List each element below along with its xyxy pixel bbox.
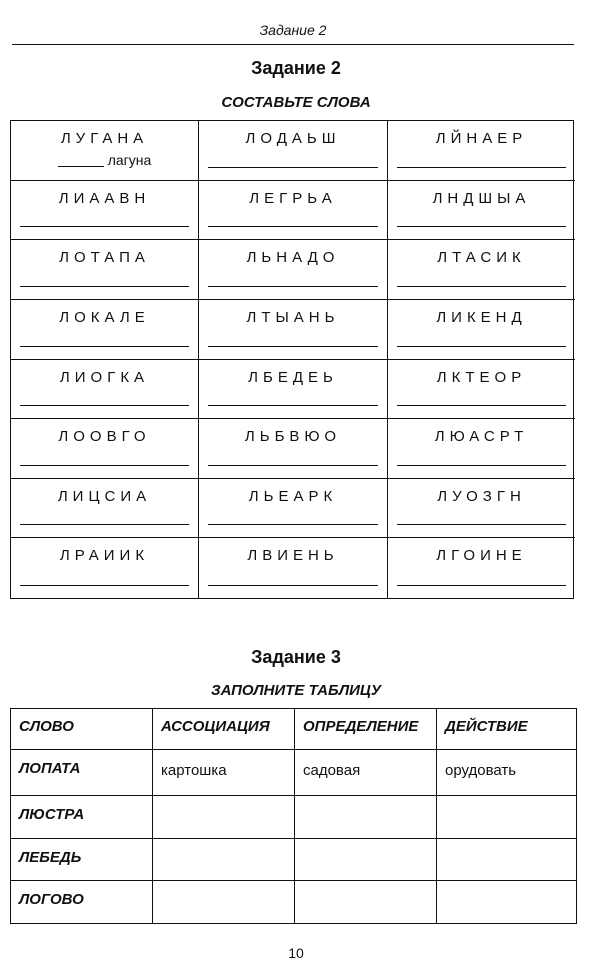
scrambled-letters: ЛОТАПА <box>59 249 150 267</box>
answer-line[interactable] <box>208 585 378 586</box>
table-row <box>11 795 577 838</box>
word-cell <box>11 121 199 181</box>
answer-line[interactable] <box>397 226 566 227</box>
word-cell <box>199 181 388 241</box>
answer-line[interactable] <box>397 585 566 586</box>
word-puzzle-grid <box>10 120 574 599</box>
word-cell <box>199 121 388 181</box>
column-header: СЛОВО <box>11 709 153 750</box>
scrambled-letters: ЛКТЕОР <box>436 368 527 386</box>
answer-line[interactable] <box>397 346 566 347</box>
scrambled-letters: ЛИЦСИА <box>57 487 152 505</box>
answer-line[interactable] <box>397 524 566 525</box>
scrambled-letters: ЛЕГРЬА <box>249 189 337 207</box>
column-header: ДЕЙСТВИЕ <box>437 709 577 750</box>
answer-line[interactable] <box>208 167 378 168</box>
answer-line[interactable] <box>208 465 378 466</box>
scrambled-letters: ЛУГАНА <box>60 130 149 147</box>
scrambled-letters: ЛИОГКА <box>59 368 150 386</box>
word-cell <box>199 419 388 479</box>
answer-cell[interactable] <box>153 838 295 881</box>
word-cell <box>199 360 388 420</box>
answer-line[interactable] <box>397 405 566 406</box>
word-cell <box>11 538 199 598</box>
word-cell <box>388 300 575 360</box>
word-cell <box>199 538 388 598</box>
answer-blank[interactable] <box>58 166 104 167</box>
scrambled-letters: ЛБЕДЕЬ <box>248 368 338 386</box>
word-cell <box>199 479 388 539</box>
answer-line[interactable] <box>397 286 566 287</box>
row-word: ЛЕБЕДЬ <box>11 838 153 881</box>
column-header: ОПРЕДЕЛЕНИЕ <box>295 709 437 750</box>
answer-cell[interactable] <box>153 881 295 924</box>
word-cell <box>11 419 199 479</box>
answer-cell[interactable] <box>437 838 577 881</box>
table-header-row <box>11 709 577 750</box>
word-cell <box>11 300 199 360</box>
answer-cell[interactable]: орудовать <box>437 750 577 796</box>
example-answer <box>11 152 198 168</box>
scrambled-letters: ЛЬЕАРК <box>248 487 338 505</box>
scrambled-letters: ЛОДАЬШ <box>245 130 341 147</box>
answer-cell[interactable] <box>437 881 577 924</box>
answer-line[interactable] <box>20 226 189 227</box>
example-answer-text: лагуна <box>107 152 152 168</box>
answer-cell[interactable] <box>295 795 437 838</box>
answer-cell[interactable]: картошка <box>153 750 295 796</box>
page-number: 10 <box>288 945 304 961</box>
word-cell <box>388 360 575 420</box>
scrambled-letters: ЛЙНАЕР <box>435 130 528 147</box>
word-cell <box>388 181 575 241</box>
scrambled-letters: ЛГОИНЕ <box>436 547 527 565</box>
scrambled-letters: ЛВИЕНЬ <box>247 547 339 565</box>
word-cell <box>11 479 199 539</box>
word-cell <box>199 300 388 360</box>
scrambled-letters: ЛНДШЫА <box>432 189 531 207</box>
task2-instruction: СОСТАВЬТЕ СЛОВА <box>221 94 371 111</box>
word-cell <box>388 419 575 479</box>
word-cell <box>11 181 199 241</box>
answer-line[interactable] <box>208 286 378 287</box>
word-cell <box>388 121 575 181</box>
answer-line[interactable] <box>20 524 189 525</box>
scrambled-letters: ЛУОЗГН <box>437 487 526 505</box>
table-row <box>11 838 577 881</box>
word-cell <box>388 479 575 539</box>
scrambled-letters: ЛЮАСРТ <box>434 428 529 446</box>
answer-cell[interactable] <box>295 838 437 881</box>
answer-cell[interactable] <box>437 795 577 838</box>
running-header <box>12 20 574 45</box>
word-cell <box>388 240 575 300</box>
scrambled-letters: ЛЬБВЮО <box>244 428 342 446</box>
answer-line[interactable] <box>20 346 189 347</box>
task2-title: Задание 2 <box>251 58 341 78</box>
answer-line[interactable] <box>20 585 189 586</box>
answer-line[interactable] <box>208 524 378 525</box>
scrambled-letters: ЛЬНАДО <box>246 249 340 267</box>
answer-cell[interactable] <box>153 795 295 838</box>
scrambled-letters: ЛТАСИК <box>437 249 526 267</box>
table-row <box>11 881 577 924</box>
answer-cell[interactable] <box>295 881 437 924</box>
table-row <box>11 750 577 796</box>
column-header: АССОЦИАЦИЯ <box>153 709 295 750</box>
task3-title: Задание 3 <box>251 647 341 667</box>
word-cell <box>11 240 199 300</box>
answer-line[interactable] <box>208 405 378 406</box>
answer-line[interactable] <box>397 465 566 466</box>
running-header-text: Задание 2 <box>259 22 327 38</box>
task3-instruction: ЗАПОЛНИТЕ ТАБЛИЦУ <box>210 682 382 699</box>
answer-line[interactable] <box>20 405 189 406</box>
scrambled-letters: ЛТЫАНЬ <box>246 308 340 326</box>
scrambled-letters: ЛИКЕНД <box>436 308 527 326</box>
scrambled-letters: ЛИААВН <box>58 189 151 207</box>
word-cell <box>388 538 575 598</box>
scrambled-letters: ЛООВГО <box>58 428 151 446</box>
scrambled-letters: ЛОКАЛЕ <box>59 308 150 326</box>
answer-line[interactable] <box>208 226 378 227</box>
answer-line[interactable] <box>397 167 566 168</box>
answer-line[interactable] <box>208 346 378 347</box>
row-word: ЛОПАТА <box>11 750 153 796</box>
answer-line[interactable] <box>20 286 189 287</box>
word-cell <box>11 360 199 420</box>
row-word: ЛОГОВО <box>11 881 153 924</box>
fill-table <box>10 708 577 924</box>
scrambled-letters: ЛРАИИК <box>59 547 150 565</box>
answer-cell[interactable]: садовая <box>295 750 437 796</box>
row-word: ЛЮСТРА <box>11 795 153 838</box>
word-cell <box>199 240 388 300</box>
answer-line[interactable] <box>20 465 189 466</box>
